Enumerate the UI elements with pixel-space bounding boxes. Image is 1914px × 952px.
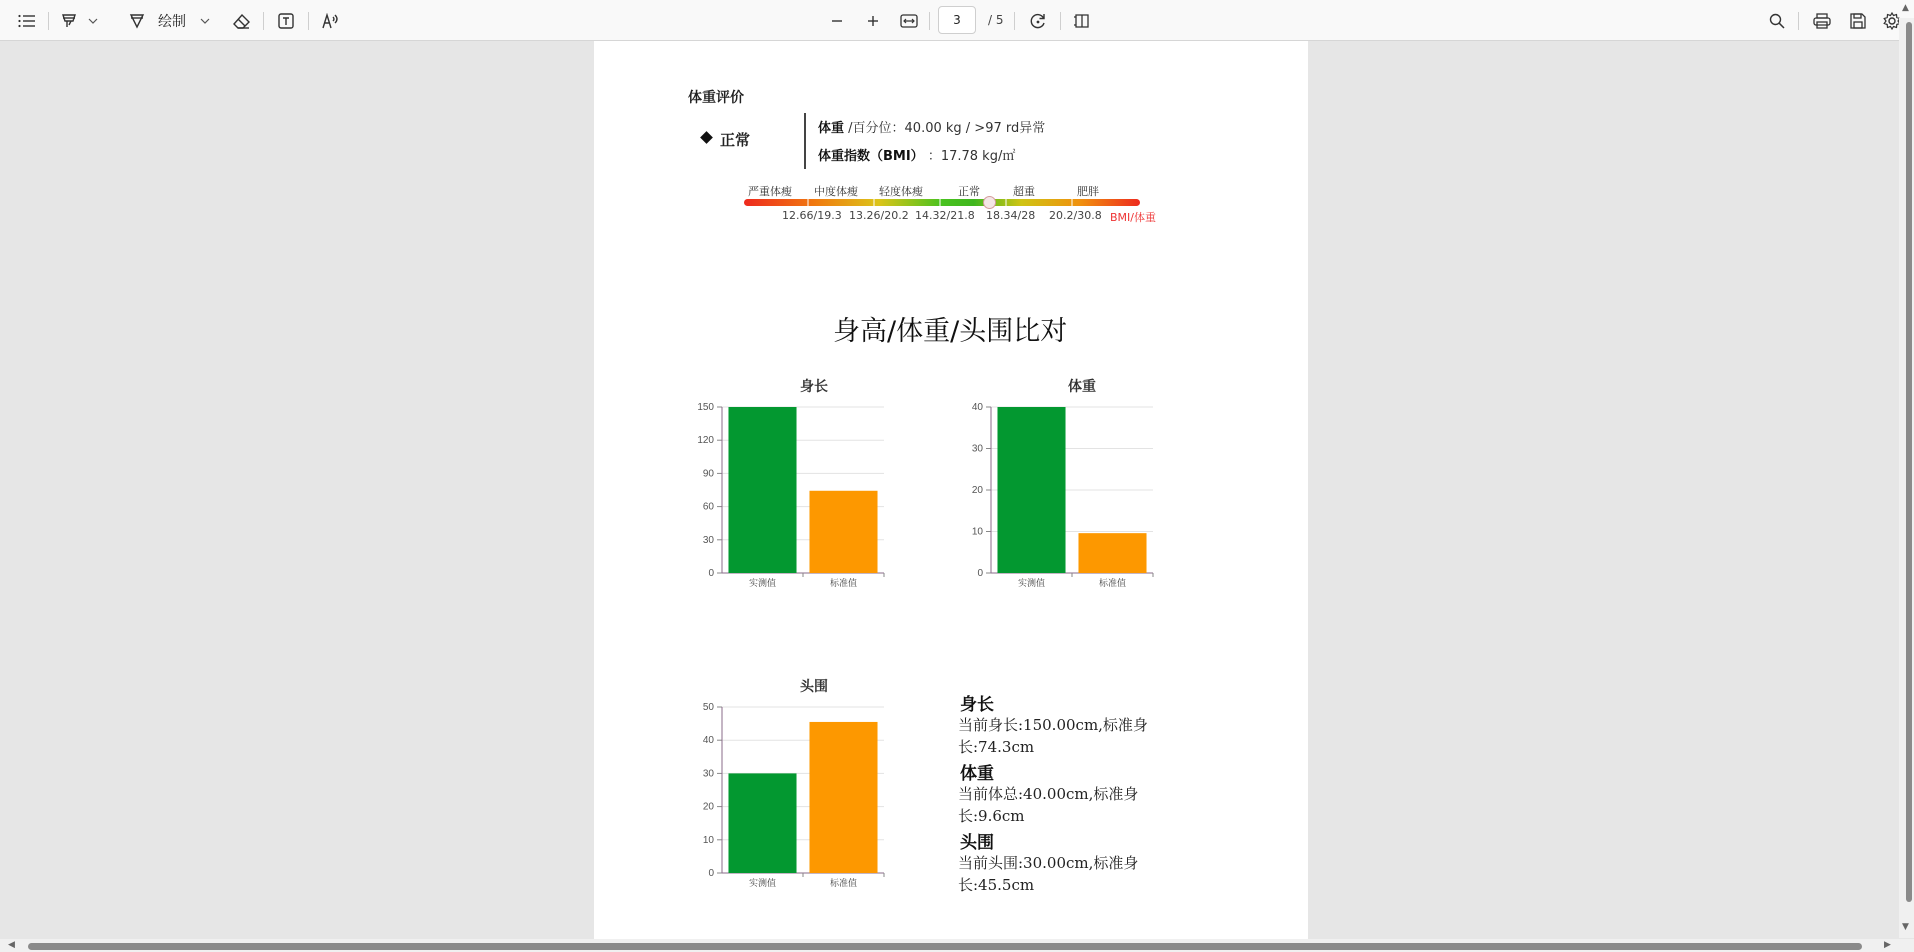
bmi-category-label: 严重体瘦: [748, 185, 792, 198]
bar-standard: [809, 491, 877, 573]
toolbar-divider: [308, 12, 309, 30]
x-tick-label: 实测值: [1017, 579, 1046, 589]
bmi-category-label: 肥胖: [1077, 185, 1099, 198]
x-tick-label: 标准值: [829, 579, 858, 589]
y-tick-label: 40: [702, 735, 714, 747]
weight-label: 体重: [818, 121, 845, 136]
weight-desc-text: 当前体总:40.00cm,标准身长:9.6cm: [958, 785, 1139, 825]
rotate-icon[interactable]: [1026, 8, 1050, 34]
bmi-threshold-row: [744, 209, 1154, 225]
textbox-icon[interactable]: [274, 8, 298, 34]
y-tick-label: 120: [697, 435, 714, 447]
bmi-category-label: 超重: [1013, 185, 1035, 198]
y-tick-label: 30: [702, 768, 714, 780]
toolbar-divider: [1798, 12, 1799, 30]
toolbar: [0, 0, 1914, 41]
horizontal-scroll-thumb[interactable]: [28, 943, 1862, 950]
y-tick-label: 40: [971, 402, 983, 413]
bmi-category-label: 中度体瘦: [814, 185, 858, 198]
bmi-threshold-label: 14.32/21.8: [915, 209, 975, 222]
weight-value: /百分位：40.00 kg / >97 rd异常: [844, 121, 1046, 136]
height-desc-text: 当前身长:150.00cm,标准身长:74.3cm: [958, 716, 1148, 756]
diamond-bullet-icon: [700, 131, 713, 144]
y-tick-label: 30: [971, 443, 983, 455]
height-chart-title: 身长: [800, 379, 828, 395]
bmi-category-label: 轻度体瘦: [879, 185, 923, 198]
bmi-threshold-label: 12.66/19.3: [782, 209, 842, 222]
head-chart-title: 头围: [800, 679, 828, 695]
zoom-out-icon[interactable]: [826, 8, 848, 34]
page-view-icon[interactable]: [1070, 8, 1094, 34]
chevron-down-icon[interactable]: [86, 8, 100, 34]
bar-measured: [728, 407, 796, 573]
height-desc-heading: 身长: [960, 695, 994, 715]
y-tick-label: 0: [977, 568, 983, 579]
toolbar-divider: [1014, 12, 1015, 30]
vertical-scroll-thumb[interactable]: [1906, 22, 1912, 902]
toolbar-divider: [48, 12, 49, 30]
head-desc-text: 当前头围:30.00cm,标准身长:45.5cm: [958, 854, 1139, 894]
bar-standard: [1078, 533, 1146, 573]
evaluation-divider: [804, 113, 806, 169]
y-tick-label: 90: [702, 468, 714, 480]
bmi-value: ：17.78 kg/㎡: [923, 149, 1016, 164]
y-tick-label: 150: [697, 402, 714, 413]
weight-desc-heading: 体重: [960, 764, 994, 784]
document-page: [594, 41, 1308, 941]
read-aloud-icon[interactable]: [318, 8, 344, 34]
print-icon[interactable]: [1810, 8, 1834, 34]
y-tick-label: 0: [708, 868, 714, 879]
scroll-up-arrow-icon[interactable]: ▲: [1902, 3, 1909, 13]
weight-chart: [953, 395, 1163, 600]
highlight-icon[interactable]: [58, 8, 80, 34]
page-total: / 5: [988, 13, 1004, 27]
bmi-marker-icon: [984, 197, 996, 209]
bmi-threshold-label: 13.26/20.2: [849, 209, 909, 222]
scroll-down-arrow-icon[interactable]: ▼: [1902, 922, 1909, 932]
page-number-input[interactable]: 3: [938, 6, 976, 34]
bar-measured: [997, 407, 1065, 573]
scroll-right-arrow-icon[interactable]: ▶: [1884, 940, 1891, 950]
height-chart: [684, 395, 894, 600]
y-tick-label: 60: [702, 501, 714, 513]
y-tick-label: 10: [702, 834, 714, 846]
y-tick-label: 30: [702, 534, 714, 546]
evaluation-title: 体重评价: [688, 90, 744, 106]
draw-label[interactable]: 绘制: [158, 14, 186, 30]
y-tick-label: 10: [971, 526, 983, 538]
scroll-left-arrow-icon[interactable]: ◀: [8, 940, 15, 950]
head-desc-heading: 头围: [960, 833, 994, 853]
y-tick-label: 0: [708, 568, 714, 579]
zoom-in-icon[interactable]: [862, 8, 884, 34]
draw-icon[interactable]: [126, 8, 148, 34]
bmi-threshold-label: 20.2/30.8: [1049, 209, 1102, 222]
eraser-icon[interactable]: [230, 8, 252, 34]
x-tick-label: 标准值: [829, 879, 858, 889]
x-tick-label: 实测值: [748, 879, 777, 889]
evaluation-status: 正常: [720, 131, 751, 149]
chevron-down-icon[interactable]: [198, 8, 212, 34]
bmi-gradient: [744, 199, 1140, 206]
bmi-unit-label: BMI/体重: [1110, 211, 1156, 224]
bmi-threshold-label: 18.34/28: [986, 209, 1036, 222]
bmi-label: 体重指数（BMI）: [818, 149, 924, 164]
y-tick-label: 50: [702, 702, 714, 713]
bar-standard: [809, 722, 877, 873]
x-tick-label: 标准值: [1098, 579, 1127, 589]
y-tick-label: 20: [971, 485, 983, 496]
bmi-line: [818, 145, 1015, 164]
list-icon[interactable]: [14, 8, 40, 34]
toolbar-divider: [929, 12, 930, 30]
bar-measured: [728, 773, 796, 873]
x-tick-label: 实测值: [748, 579, 777, 589]
toolbar-divider: [263, 12, 264, 30]
compare-title: 身高/体重/头围比对: [833, 316, 1068, 347]
weight-line: [818, 117, 1045, 136]
bmi-category-label: 正常: [958, 185, 980, 198]
save-icon[interactable]: [1846, 8, 1870, 34]
toolbar-divider: [1060, 12, 1061, 30]
fit-width-icon[interactable]: [897, 8, 921, 34]
weight-chart-title: 体重: [1068, 379, 1096, 395]
y-tick-label: 20: [702, 801, 714, 813]
head-chart: [684, 695, 894, 900]
search-icon[interactable]: [1766, 8, 1788, 34]
